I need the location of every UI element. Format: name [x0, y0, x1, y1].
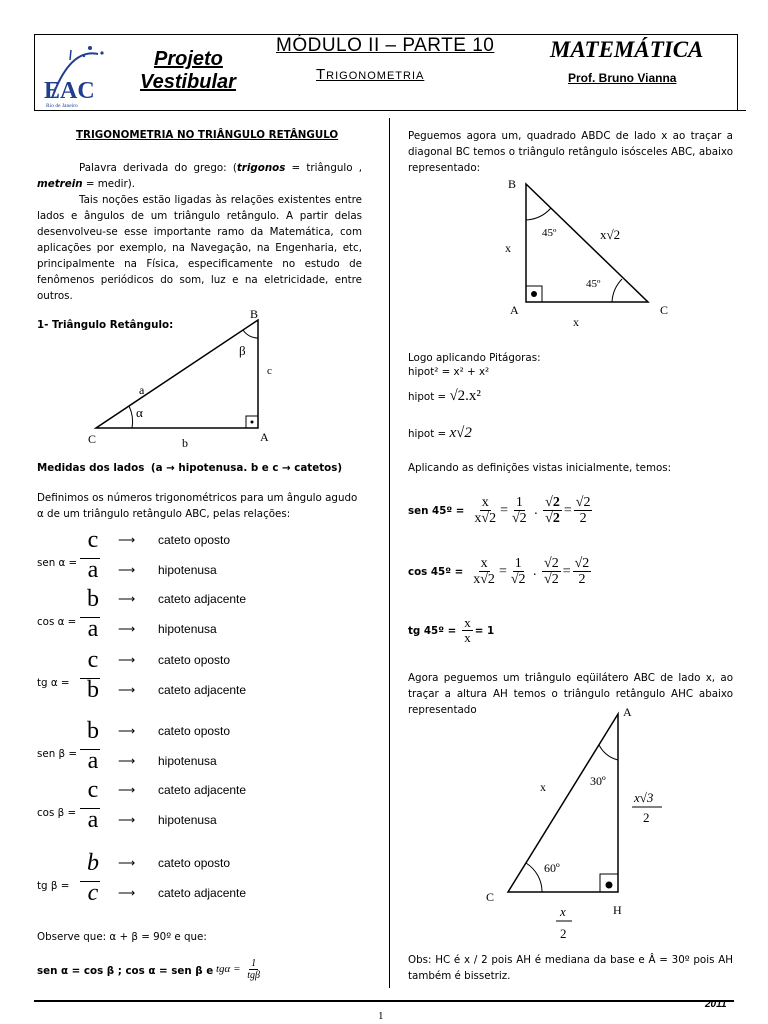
subject-title: Trigonometria — [316, 66, 425, 83]
sen45-equation: sen 45º = $\frac{x}{x√2}$ = $\frac{1}{√2}$ . $\frac{√2}{√2}$ = $\frac{√2}{2}$ — [408, 495, 591, 527]
section-title: TRIGONOMETRIA NO TRIÂNGULO RETÂNGULO — [76, 129, 339, 141]
hipot3-label: hipot = — [408, 428, 450, 440]
cos45-f2-den: √2 — [510, 572, 526, 588]
header-rule — [34, 110, 746, 111]
arrow-icon: ⟶ — [118, 886, 136, 900]
intro-trigonos: trigonos — [236, 162, 286, 174]
medidas-desc: (a → hipotenusa. b e c → catetos) — [150, 462, 343, 474]
sen45-f1-num: x — [481, 495, 489, 510]
sen45-f4-num: √2 — [575, 495, 591, 510]
footer-rule — [34, 1000, 734, 1002]
cos45-f1-den: x√2 — [473, 572, 495, 588]
arrow-icon: ⟶ — [118, 683, 136, 697]
pitagoras-label: Logo aplicando Pitágoras: — [408, 352, 541, 364]
page-number: 1 — [378, 1010, 384, 1022]
arrow-icon: ⟶ — [118, 653, 136, 667]
intro-text-a: Palavra derivada do grego: ( — [79, 162, 237, 174]
cos45-f4-den: 2 — [578, 572, 586, 588]
relation-numerator: b — [87, 850, 99, 876]
intro-text-b: = triângulo , — [285, 162, 362, 174]
side-c: c — [267, 365, 272, 377]
angle-alpha: α — [136, 405, 143, 420]
history-paragraph: Tais noções estão ligadas às relações existentes entre lados e ângulos de um triângulo retângulo. A partir delas desenvolveu-se esse importante ramo da Matemática, com aplicações por exemplo, na Navegação, na Engenharia, etc, principalmente na Física, especificamente no estudo de fenômenos periódicos do som, luz e na eletricidade, entre outros. — [37, 194, 362, 302]
relation-label: tg β = — [37, 880, 70, 892]
relation-numerator: c — [87, 527, 99, 553]
intro-metrein: metrein — [37, 178, 83, 190]
tg45-label: tg 45º = — [408, 624, 457, 637]
tg45-den: x — [464, 630, 471, 646]
cos45-f2-num: 1 — [514, 556, 522, 571]
angle-beta: β — [239, 343, 246, 358]
sen45-f2-num: 1 — [515, 495, 523, 510]
relation-num-desc: cateto adjacente — [158, 592, 247, 606]
relation-denominator: a — [87, 748, 99, 774]
vertex-A2: A — [510, 303, 519, 317]
relation-denominator: a — [87, 807, 99, 833]
cos45-f3-den: √2 — [544, 572, 559, 588]
relation-den-desc: cateto adjacente — [158, 886, 247, 900]
equilateral-paragraph: Agora peguemos um triângulo eqüilátero ABC de lado x, ao traçar a altura AH temos o triângulo retângulo AHC abaixo representado — [408, 672, 733, 716]
angle-45-top: 45º — [542, 227, 557, 239]
eac-logo — [40, 40, 132, 110]
base-den: 2 — [560, 926, 567, 941]
obs-note: Obs: HC é x / 2 pois AH é mediana da base e Â = 30º pois AH também é bissetriz. — [408, 954, 733, 982]
relation-den-desc: cateto adjacente — [158, 683, 247, 697]
right-triangle-abc — [80, 304, 280, 452]
relation-label: sen α = — [37, 557, 78, 569]
relation-num-desc: cateto oposto — [158, 724, 231, 738]
vertex-C2: C — [660, 303, 669, 317]
relation-numerator: c — [87, 777, 99, 803]
arrow-icon: ⟶ — [118, 533, 136, 547]
logo-subtitle: Rio de Janeiro — [46, 103, 78, 109]
aplicando-text: Aplicando as definições vistas inicialmente, temos: — [408, 462, 672, 474]
hipot-equation-2 — [408, 388, 481, 405]
tg-alpha-den: tgβ — [247, 970, 261, 981]
relation-denominator: b — [87, 677, 99, 703]
relation-label: cos β = — [37, 807, 77, 819]
hypotenuse-label: x√2 — [600, 227, 621, 242]
hipot2-value: √2.x² — [449, 388, 481, 404]
cos45-f1-num: x — [480, 556, 488, 571]
vertex-C3: C — [486, 890, 495, 904]
sen45-f1-den: x√2 — [474, 511, 497, 527]
relation-numerator: c — [87, 647, 99, 673]
tg-alpha-relation — [216, 958, 264, 981]
arrow-icon: ⟶ — [118, 813, 136, 827]
side-a: a — [139, 383, 145, 397]
intro-paragraph — [37, 160, 362, 192]
relation-denominator: a — [87, 557, 99, 583]
vertex-A: A — [260, 430, 269, 444]
relation-denominator: c — [87, 880, 99, 906]
cos45-label: cos 45º = — [408, 565, 464, 578]
vertex-C: C — [88, 432, 97, 446]
vertex-H3: H — [613, 903, 622, 917]
cos45-f3-num: √2 — [544, 556, 559, 571]
side-x-bottom: x — [573, 315, 579, 329]
sen45-f3-num: √2 — [545, 495, 560, 510]
tg-alpha-num: 1 — [251, 958, 257, 969]
cos45-equation: cos 45º = $\frac{x}{x√2}$ = $\frac{1}{√2}$ . $\frac{√2}{√2}$ = $\frac{√2}{2}$ — [408, 556, 590, 588]
column-divider — [389, 118, 390, 988]
definition-paragraph: Definimos os números trigonométricos para um ângulo agudo α de um triângulo retângulo ABC, pelas relações: — [37, 492, 358, 520]
sen45-label: sen 45º = — [408, 504, 465, 517]
module-title: MÓDULO II – PARTE 10 — [276, 35, 495, 56]
tg45-result: = 1 — [474, 624, 495, 637]
hipot3-value: x√2 — [449, 425, 472, 441]
projeto-line2: Vestibular — [140, 71, 236, 93]
side-b: b — [182, 436, 188, 450]
tg-alpha-label: tgα = — [216, 963, 241, 976]
relation-num-desc: cateto oposto — [158, 533, 231, 547]
professor-name: Prof. Bruno Vianna — [568, 71, 677, 85]
side-x-hyp: x — [540, 780, 546, 794]
relation-label: tg α = — [37, 677, 70, 689]
arrow-icon: ⟶ — [118, 856, 136, 870]
cos45-f4-num: √2 — [574, 556, 590, 571]
materia-title: MATEMÁTICA — [550, 37, 704, 62]
footer-year: 2011 — [705, 999, 727, 1010]
square-paragraph: Peguemos agora um, quadrado ABDC de lado x ao traçar a diagonal BC temos o triângulo retângulo isósceles ABC, abaixo representado: — [408, 130, 733, 174]
final-relations: sen α = cos β ; cos α = sen β e — [37, 965, 214, 977]
hipot-equation-3 — [408, 425, 472, 442]
relation-denominator: a — [87, 616, 99, 642]
relation-num-desc: cateto oposto — [158, 653, 231, 667]
intro-text-c: = medir). — [82, 178, 136, 190]
relation-den-desc: hipotenusa — [158, 563, 217, 577]
arrow-icon: ⟶ — [118, 783, 136, 797]
logo-text: EAC — [44, 78, 95, 104]
arrow-icon: ⟶ — [118, 724, 136, 738]
angle-60: 60º — [544, 861, 560, 875]
vertex-B: B — [250, 307, 259, 321]
arrow-icon: ⟶ — [118, 622, 136, 636]
isosceles-right-triangle — [496, 174, 686, 330]
hipot2-label: hipot = — [408, 391, 450, 403]
relation-num-desc: cateto adjacente — [158, 783, 247, 797]
relation-numerator: b — [87, 718, 99, 744]
relation-den-desc: hipotenusa — [158, 813, 217, 827]
tg45-equation — [408, 616, 494, 646]
arrow-icon: ⟶ — [118, 754, 136, 768]
relation-numerator: b — [87, 586, 99, 612]
sen45-f2-den: √2 — [511, 511, 527, 527]
triangle-ahc — [480, 700, 690, 950]
height-num: x√3 — [634, 790, 654, 805]
angle-30: 30º — [590, 774, 606, 788]
vertex-B2: B — [508, 177, 517, 191]
hipot-equation-1: hipot² = x² + x² — [408, 366, 490, 378]
relation-label: cos α = — [37, 616, 77, 628]
relation-den-desc: hipotenusa — [158, 754, 217, 768]
angle-45-bottom: 45º — [586, 278, 601, 290]
vertex-A3: A — [623, 705, 632, 719]
projeto-line1: Projeto — [154, 48, 223, 70]
arrow-icon: ⟶ — [118, 592, 136, 606]
sen45-f3-den: √2 — [545, 511, 560, 527]
arrow-icon: ⟶ — [118, 563, 136, 577]
relation-den-desc: hipotenusa — [158, 622, 217, 636]
medidas-label: Medidas dos lados — [37, 462, 145, 474]
sen45-f4-den: 2 — [579, 511, 587, 527]
relation-num-desc: cateto oposto — [158, 856, 231, 870]
observe-line: Observe que: α + β = 90º e que: — [37, 931, 207, 943]
medidas-line — [37, 460, 342, 476]
side-x-left: x — [505, 241, 511, 255]
tg45-num: x — [464, 615, 471, 630]
height-den: 2 — [643, 810, 650, 825]
base-num: x — [560, 904, 566, 919]
subsection-triangulo: 1- Triângulo Retângulo: — [37, 319, 174, 331]
relation-label: sen β = — [37, 748, 77, 760]
